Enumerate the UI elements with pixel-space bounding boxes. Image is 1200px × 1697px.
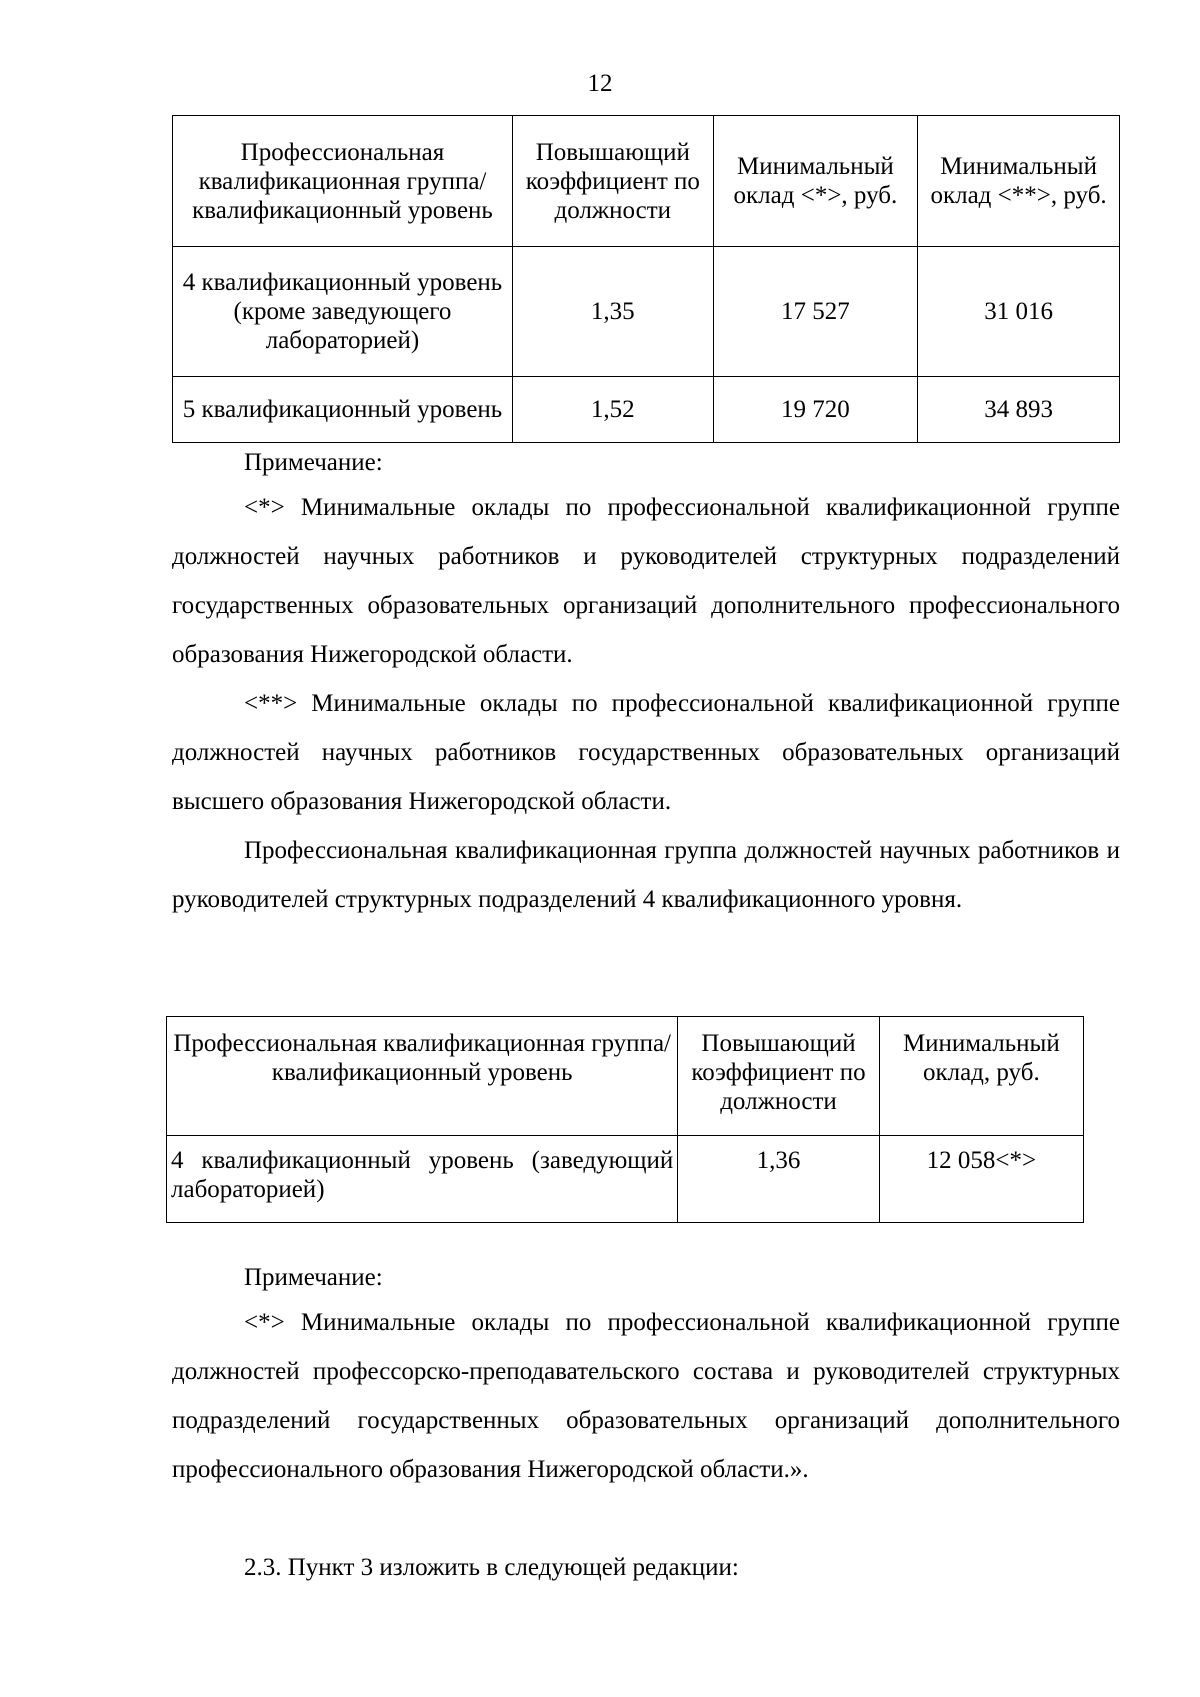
table-header-cell: Повышающий коэффициент по должности bbox=[678, 1017, 879, 1136]
note-label: Примечание: bbox=[244, 449, 383, 476]
table-cell: 4 квалификационный уровень (кроме заведующего лабораторией) bbox=[173, 247, 513, 377]
table-cell: 17 527 bbox=[713, 247, 918, 377]
salary-table-2 bbox=[166, 1016, 1084, 1223]
table-cell: 1,36 bbox=[678, 1136, 879, 1223]
note-paragraph: <**> Минимальные оклады по профессиональной квалификационной группе должностей научных работников государственных образовательных организаций высшего образования Нижегородской области. bbox=[172, 690, 1120, 815]
table-header-row bbox=[173, 116, 1120, 247]
table-header-cell: Профессиональная квалификационная группа/квалификационный уровень bbox=[173, 116, 513, 247]
page-number: 12 bbox=[587, 70, 613, 97]
table-header-cell: Минимальный оклад <**>, руб. bbox=[918, 116, 1120, 247]
table-cell: 31 016 bbox=[918, 247, 1120, 377]
table-cell: 34 893 bbox=[918, 377, 1120, 443]
table-cell: 4 квалификационный уровень (заведующий лабораторией) bbox=[167, 1136, 678, 1223]
note-paragraph: <*> Минимальные оклады по профессиональной квалификационной группе должностей научных работников и руководителей структурных подразделений государственных образовательных организаций дополнительного профессионального образования Нижегородской области. bbox=[172, 494, 1120, 668]
table-header-cell: Минимальный оклад <*>, руб. bbox=[713, 116, 918, 247]
table-header-cell: Повышающий коэффициент по должности bbox=[512, 116, 713, 247]
item-paragraph: 2.3. Пункт 3 изложить в следующей редакции: bbox=[244, 1554, 739, 1581]
section-title: Профессиональная квалификационная группа должностей научных работников и руководителей структурных подразделений 4 квалификационного уровня. bbox=[172, 837, 1120, 913]
table-row bbox=[173, 247, 1120, 377]
table-header-row bbox=[167, 1017, 1084, 1136]
note-label: Примечание: bbox=[244, 1264, 383, 1291]
table-cell: 12 058<*> bbox=[879, 1136, 1083, 1223]
salary-table-1 bbox=[172, 115, 1120, 443]
table-cell: 1,35 bbox=[512, 247, 713, 377]
table-cell: 5 квалификационный уровень bbox=[173, 377, 513, 443]
table-header-cell: Минимальный оклад, руб. bbox=[879, 1017, 1083, 1136]
table-cell: 1,52 bbox=[512, 377, 713, 443]
table-cell: 19 720 bbox=[713, 377, 918, 443]
table-row bbox=[173, 377, 1120, 443]
table-row bbox=[167, 1136, 1084, 1223]
note-paragraph: <*> Минимальные оклады по профессиональной квалификационной группе должностей профессорско-преподавательского состава и руководителей структурных подразделений государственных образовательных организаций дополнительного профессионального образования Нижегородской области.». bbox=[172, 1309, 1120, 1483]
table-header-cell: Профессиональная квалификационная группа/квалификационный уровень bbox=[167, 1017, 678, 1136]
